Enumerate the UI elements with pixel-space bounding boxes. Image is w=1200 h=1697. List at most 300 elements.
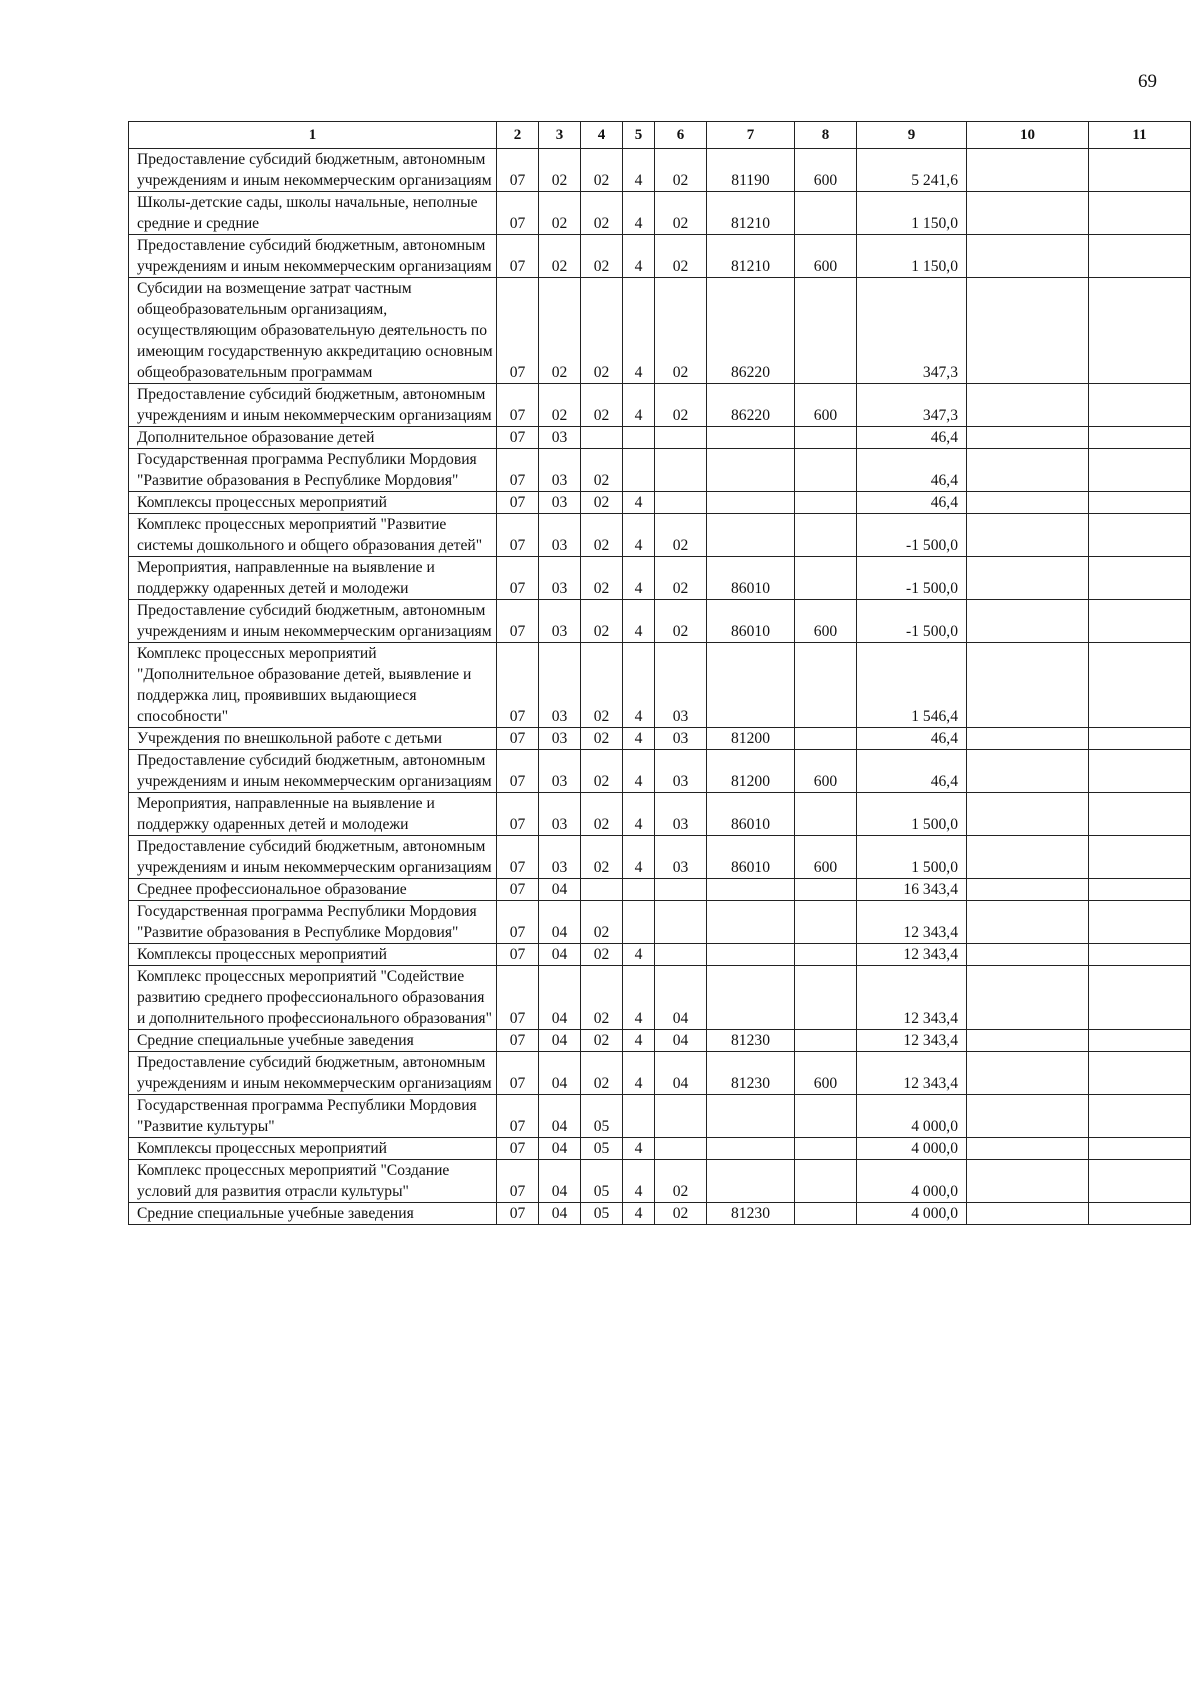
item-name-cell: Учреждения по внешкольной работе с детьми [129, 728, 497, 750]
item-name-cell: Комплекс процессных мероприятий "Дополнительное образование детей, выявление и поддержка лиц, проявивших выдающиеся способности" [129, 643, 497, 728]
column-header: 6 [655, 122, 707, 149]
subsection-code-cell: 04 [539, 966, 581, 1030]
column-10-cell [967, 278, 1089, 384]
amount-cell: 16 343,4 [857, 879, 967, 901]
table-row [129, 944, 1191, 966]
program-code-cell [581, 879, 623, 901]
table-row [129, 557, 1191, 600]
amount-cell: 4 000,0 [857, 1095, 967, 1138]
amount-cell: -1 500,0 [857, 557, 967, 600]
expense-type-cell: 600 [795, 149, 857, 192]
column-11-cell [1089, 643, 1191, 728]
expense-type-cell [795, 192, 857, 235]
direction-code-cell [707, 901, 795, 944]
subprogram-code-cell: 4 [623, 966, 655, 1030]
subprogram-code-cell: 4 [623, 643, 655, 728]
header-row [129, 122, 1191, 149]
column-11-cell [1089, 278, 1191, 384]
subsection-code-cell: 03 [539, 514, 581, 557]
expense-type-cell [795, 643, 857, 728]
table-body [129, 149, 1191, 1225]
subprogram-code-cell: 4 [623, 235, 655, 278]
column-10-cell [967, 600, 1089, 643]
expense-type-cell [795, 1030, 857, 1052]
amount-cell: 1 150,0 [857, 235, 967, 278]
direction-code-cell: 86010 [707, 793, 795, 836]
table-row [129, 879, 1191, 901]
table-row [129, 1095, 1191, 1138]
expense-type-cell: 600 [795, 384, 857, 427]
program-code-cell [581, 427, 623, 449]
direction-code-cell: 86220 [707, 278, 795, 384]
section-code-cell: 07 [497, 901, 539, 944]
activity-code-cell: 02 [655, 384, 707, 427]
activity-code-cell: 04 [655, 1052, 707, 1095]
amount-cell: 4 000,0 [857, 1203, 967, 1225]
column-11-cell [1089, 966, 1191, 1030]
expense-type-cell [795, 1138, 857, 1160]
subprogram-code-cell: 4 [623, 793, 655, 836]
item-name-cell: Комплекс процессных мероприятий "Создание условий для развития отрасли культуры" [129, 1160, 497, 1203]
column-10-cell [967, 514, 1089, 557]
section-code-cell: 07 [497, 427, 539, 449]
direction-code-cell [707, 1160, 795, 1203]
section-code-cell: 07 [497, 1095, 539, 1138]
column-11-cell [1089, 449, 1191, 492]
column-10-cell [967, 944, 1089, 966]
activity-code-cell [655, 427, 707, 449]
section-code-cell: 07 [497, 728, 539, 750]
direction-code-cell: 81230 [707, 1052, 795, 1095]
amount-cell: 1 150,0 [857, 192, 967, 235]
column-10-cell [967, 793, 1089, 836]
subsection-code-cell: 02 [539, 235, 581, 278]
item-name-cell: Предоставление субсидий бюджетным, автономным учреждениям и иным некоммерческим организациям [129, 384, 497, 427]
subsection-code-cell: 03 [539, 643, 581, 728]
section-code-cell: 07 [497, 750, 539, 793]
activity-code-cell: 02 [655, 192, 707, 235]
amount-cell: 1 546,4 [857, 643, 967, 728]
item-name-cell: Комплекс процессных мероприятий "Развитие системы дошкольного и общего образования детей" [129, 514, 497, 557]
section-code-cell: 07 [497, 1160, 539, 1203]
column-header: 4 [581, 122, 623, 149]
item-name-cell: Школы-детские сады, школы начальные, неполные средние и средние [129, 192, 497, 235]
subsection-code-cell: 04 [539, 1095, 581, 1138]
subsection-code-cell: 04 [539, 1052, 581, 1095]
subprogram-code-cell [623, 449, 655, 492]
item-name-cell: Комплекс процессных мероприятий "Содействие развитию среднего профессионального образования и дополнительного профессионального образования" [129, 966, 497, 1030]
subprogram-code-cell: 4 [623, 492, 655, 514]
column-10-cell [967, 643, 1089, 728]
table-row [129, 384, 1191, 427]
table-row [129, 449, 1191, 492]
amount-cell: 46,4 [857, 750, 967, 793]
column-10-cell [967, 384, 1089, 427]
program-code-cell: 02 [581, 235, 623, 278]
column-10-cell [967, 728, 1089, 750]
table-row [129, 966, 1191, 1030]
column-header: 2 [497, 122, 539, 149]
expense-type-cell: 600 [795, 750, 857, 793]
item-name-cell: Предоставление субсидий бюджетным, автономным учреждениям и иным некоммерческим организациям [129, 149, 497, 192]
column-11-cell [1089, 149, 1191, 192]
direction-code-cell [707, 966, 795, 1030]
activity-code-cell [655, 1138, 707, 1160]
column-11-cell [1089, 384, 1191, 427]
column-10-cell [967, 149, 1089, 192]
section-code-cell: 07 [497, 643, 539, 728]
table-row [129, 836, 1191, 879]
expense-type-cell [795, 1203, 857, 1225]
amount-cell: 12 343,4 [857, 944, 967, 966]
direction-code-cell: 86010 [707, 557, 795, 600]
amount-cell: 347,3 [857, 278, 967, 384]
column-11-cell [1089, 750, 1191, 793]
column-11-cell [1089, 793, 1191, 836]
column-10-cell [967, 879, 1089, 901]
direction-code-cell [707, 492, 795, 514]
column-11-cell [1089, 235, 1191, 278]
item-name-cell: Предоставление субсидий бюджетным, автономным учреждениям и иным некоммерческим организациям [129, 235, 497, 278]
program-code-cell: 05 [581, 1095, 623, 1138]
subsection-code-cell: 04 [539, 1138, 581, 1160]
expense-type-cell [795, 793, 857, 836]
direction-code-cell [707, 1138, 795, 1160]
subsection-code-cell: 03 [539, 449, 581, 492]
amount-cell: 12 343,4 [857, 901, 967, 944]
subprogram-code-cell: 4 [623, 1203, 655, 1225]
item-name-cell: Среднее профессиональное образование [129, 879, 497, 901]
column-11-cell [1089, 1052, 1191, 1095]
activity-code-cell: 02 [655, 235, 707, 278]
direction-code-cell: 81190 [707, 149, 795, 192]
subsection-code-cell: 02 [539, 384, 581, 427]
amount-cell: 1 500,0 [857, 793, 967, 836]
subprogram-code-cell: 4 [623, 750, 655, 793]
amount-cell: 1 500,0 [857, 836, 967, 879]
table-row [129, 278, 1191, 384]
subprogram-code-cell: 4 [623, 278, 655, 384]
item-name-cell: Государственная программа Республики Мордовия "Развитие культуры" [129, 1095, 497, 1138]
subprogram-code-cell: 4 [623, 1160, 655, 1203]
section-code-cell: 07 [497, 235, 539, 278]
section-code-cell: 07 [497, 600, 539, 643]
activity-code-cell: 03 [655, 728, 707, 750]
expense-type-cell: 600 [795, 600, 857, 643]
column-10-cell [967, 966, 1089, 1030]
program-code-cell: 05 [581, 1203, 623, 1225]
expense-type-cell: 600 [795, 836, 857, 879]
table-row [129, 1138, 1191, 1160]
column-11-cell [1089, 1203, 1191, 1225]
expense-type-cell [795, 514, 857, 557]
column-10-cell [967, 750, 1089, 793]
column-header: 10 [967, 122, 1089, 149]
program-code-cell: 02 [581, 643, 623, 728]
subsection-code-cell: 04 [539, 944, 581, 966]
expense-type-cell [795, 901, 857, 944]
direction-code-cell: 81230 [707, 1203, 795, 1225]
item-name-cell: Комплексы процессных мероприятий [129, 944, 497, 966]
subprogram-code-cell: 4 [623, 944, 655, 966]
program-code-cell: 02 [581, 1052, 623, 1095]
direction-code-cell: 86010 [707, 836, 795, 879]
expense-type-cell: 600 [795, 235, 857, 278]
subprogram-code-cell [623, 901, 655, 944]
expense-type-cell [795, 944, 857, 966]
section-code-cell: 07 [497, 278, 539, 384]
expense-type-cell [795, 1095, 857, 1138]
column-10-cell [967, 235, 1089, 278]
page-number: 69 [1138, 71, 1157, 92]
column-11-cell [1089, 1095, 1191, 1138]
subsection-code-cell: 03 [539, 492, 581, 514]
column-10-cell [967, 901, 1089, 944]
item-name-cell: Средние специальные учебные заведения [129, 1203, 497, 1225]
subprogram-code-cell: 4 [623, 557, 655, 600]
subsection-code-cell: 02 [539, 192, 581, 235]
column-header: 8 [795, 122, 857, 149]
direction-code-cell [707, 514, 795, 557]
amount-cell: 46,4 [857, 492, 967, 514]
program-code-cell: 02 [581, 600, 623, 643]
amount-cell: 347,3 [857, 384, 967, 427]
program-code-cell: 02 [581, 728, 623, 750]
expense-type-cell [795, 879, 857, 901]
direction-code-cell: 81230 [707, 1030, 795, 1052]
amount-cell: -1 500,0 [857, 514, 967, 557]
direction-code-cell [707, 643, 795, 728]
column-header: 7 [707, 122, 795, 149]
activity-code-cell [655, 492, 707, 514]
item-name-cell: Предоставление субсидий бюджетным, автономным учреждениям и иным некоммерческим организациям [129, 600, 497, 643]
program-code-cell: 02 [581, 384, 623, 427]
subprogram-code-cell: 4 [623, 836, 655, 879]
subsection-code-cell: 02 [539, 149, 581, 192]
column-header: 9 [857, 122, 967, 149]
subsection-code-cell: 04 [539, 1203, 581, 1225]
table-row [129, 235, 1191, 278]
table-row [129, 427, 1191, 449]
section-code-cell: 07 [497, 879, 539, 901]
item-name-cell: Государственная программа Республики Мордовия "Развитие образования в Республике Мордовия" [129, 449, 497, 492]
subprogram-code-cell: 4 [623, 600, 655, 643]
item-name-cell: Мероприятия, направленные на выявление и поддержку одаренных детей и молодежи [129, 557, 497, 600]
program-code-cell: 02 [581, 149, 623, 192]
activity-code-cell [655, 449, 707, 492]
table-row [129, 1052, 1191, 1095]
column-11-cell [1089, 836, 1191, 879]
column-10-cell [967, 449, 1089, 492]
activity-code-cell: 02 [655, 600, 707, 643]
table-row [129, 728, 1191, 750]
subsection-code-cell: 04 [539, 1160, 581, 1203]
subprogram-code-cell [623, 427, 655, 449]
subsection-code-cell: 03 [539, 793, 581, 836]
column-header: 5 [623, 122, 655, 149]
table-row [129, 643, 1191, 728]
section-code-cell: 07 [497, 793, 539, 836]
activity-code-cell: 03 [655, 793, 707, 836]
column-10-cell [967, 1138, 1089, 1160]
expense-type-cell [795, 557, 857, 600]
program-code-cell: 02 [581, 492, 623, 514]
program-code-cell: 02 [581, 192, 623, 235]
expense-type-cell [795, 728, 857, 750]
section-code-cell: 07 [497, 514, 539, 557]
subsection-code-cell: 04 [539, 879, 581, 901]
subprogram-code-cell: 4 [623, 1030, 655, 1052]
subprogram-code-cell: 4 [623, 728, 655, 750]
direction-code-cell: 81210 [707, 192, 795, 235]
program-code-cell: 02 [581, 278, 623, 384]
activity-code-cell: 04 [655, 966, 707, 1030]
subprogram-code-cell [623, 1095, 655, 1138]
program-code-cell: 05 [581, 1138, 623, 1160]
table-row [129, 901, 1191, 944]
table-row [129, 600, 1191, 643]
section-code-cell: 07 [497, 192, 539, 235]
table-row [129, 492, 1191, 514]
section-code-cell: 07 [497, 966, 539, 1030]
column-10-cell [967, 1052, 1089, 1095]
table-row [129, 1030, 1191, 1052]
direction-code-cell [707, 427, 795, 449]
activity-code-cell [655, 879, 707, 901]
column-10-cell [967, 1160, 1089, 1203]
expense-type-cell [795, 427, 857, 449]
subprogram-code-cell: 4 [623, 384, 655, 427]
column-10-cell [967, 1095, 1089, 1138]
direction-code-cell [707, 879, 795, 901]
column-11-cell [1089, 879, 1191, 901]
item-name-cell: Предоставление субсидий бюджетным, автономным учреждениям и иным некоммерческим организациям [129, 750, 497, 793]
section-code-cell: 07 [497, 1052, 539, 1095]
program-code-cell: 05 [581, 1160, 623, 1203]
column-11-cell [1089, 728, 1191, 750]
column-10-cell [967, 492, 1089, 514]
direction-code-cell: 81210 [707, 235, 795, 278]
direction-code-cell: 81200 [707, 728, 795, 750]
subsection-code-cell: 03 [539, 836, 581, 879]
item-name-cell: Дополнительное образование детей [129, 427, 497, 449]
column-11-cell [1089, 1030, 1191, 1052]
subprogram-code-cell: 4 [623, 192, 655, 235]
program-code-cell: 02 [581, 750, 623, 793]
program-code-cell: 02 [581, 793, 623, 836]
item-name-cell: Комплексы процессных мероприятий [129, 492, 497, 514]
section-code-cell: 07 [497, 384, 539, 427]
activity-code-cell: 02 [655, 1203, 707, 1225]
item-name-cell: Субсидии на возмещение затрат частным общеобразовательным организациям, осуществляющим образовательную деятельность по имеющим государственную аккредитацию основным общеобразовательным программам [129, 278, 497, 384]
table-row [129, 192, 1191, 235]
column-10-cell [967, 836, 1089, 879]
column-11-cell [1089, 1160, 1191, 1203]
activity-code-cell: 03 [655, 836, 707, 879]
activity-code-cell: 02 [655, 557, 707, 600]
column-header: 3 [539, 122, 581, 149]
budget-table [128, 121, 1191, 1225]
table-row [129, 514, 1191, 557]
section-code-cell: 07 [497, 944, 539, 966]
table-row [129, 149, 1191, 192]
subsection-code-cell: 04 [539, 1030, 581, 1052]
column-11-cell [1089, 192, 1191, 235]
subprogram-code-cell: 4 [623, 149, 655, 192]
expense-type-cell [795, 1160, 857, 1203]
program-code-cell: 02 [581, 944, 623, 966]
activity-code-cell: 02 [655, 514, 707, 557]
expense-type-cell [795, 492, 857, 514]
column-10-cell [967, 1030, 1089, 1052]
section-code-cell: 07 [497, 557, 539, 600]
activity-code-cell: 03 [655, 750, 707, 793]
activity-code-cell: 04 [655, 1030, 707, 1052]
amount-cell: 4 000,0 [857, 1138, 967, 1160]
column-header: 11 [1089, 122, 1191, 149]
amount-cell: 12 343,4 [857, 1052, 967, 1095]
expense-type-cell [795, 449, 857, 492]
activity-code-cell: 02 [655, 149, 707, 192]
column-11-cell [1089, 600, 1191, 643]
subsection-code-cell: 03 [539, 750, 581, 793]
amount-cell: 12 343,4 [857, 966, 967, 1030]
column-11-cell [1089, 492, 1191, 514]
program-code-cell: 02 [581, 557, 623, 600]
expense-type-cell [795, 966, 857, 1030]
section-code-cell: 07 [497, 1138, 539, 1160]
program-code-cell: 02 [581, 449, 623, 492]
column-10-cell [967, 1203, 1089, 1225]
section-code-cell: 07 [497, 1203, 539, 1225]
item-name-cell: Предоставление субсидий бюджетным, автономным учреждениям и иным некоммерческим организациям [129, 836, 497, 879]
direction-code-cell [707, 944, 795, 966]
amount-cell: 46,4 [857, 728, 967, 750]
program-code-cell: 02 [581, 901, 623, 944]
table-row [129, 1160, 1191, 1203]
amount-cell: 5 241,6 [857, 149, 967, 192]
column-header: 1 [129, 122, 497, 149]
table-row [129, 750, 1191, 793]
item-name-cell: Государственная программа Республики Мордовия "Развитие образования в Республике Мордовия" [129, 901, 497, 944]
item-name-cell: Мероприятия, направленные на выявление и поддержку одаренных детей и молодежи [129, 793, 497, 836]
direction-code-cell: 86010 [707, 600, 795, 643]
item-name-cell: Предоставление субсидий бюджетным, автономным учреждениям и иным некоммерческим организациям [129, 1052, 497, 1095]
section-code-cell: 07 [497, 492, 539, 514]
activity-code-cell: 02 [655, 278, 707, 384]
direction-code-cell: 81200 [707, 750, 795, 793]
subprogram-code-cell [623, 879, 655, 901]
program-code-cell: 02 [581, 1030, 623, 1052]
subprogram-code-cell: 4 [623, 1052, 655, 1095]
amount-cell: 46,4 [857, 449, 967, 492]
column-11-cell [1089, 514, 1191, 557]
subsection-code-cell: 03 [539, 600, 581, 643]
direction-code-cell [707, 1095, 795, 1138]
table-row [129, 793, 1191, 836]
activity-code-cell [655, 901, 707, 944]
activity-code-cell [655, 1095, 707, 1138]
amount-cell: 46,4 [857, 427, 967, 449]
amount-cell: -1 500,0 [857, 600, 967, 643]
column-10-cell [967, 192, 1089, 235]
section-code-cell: 07 [497, 449, 539, 492]
direction-code-cell: 86220 [707, 384, 795, 427]
subsection-code-cell: 03 [539, 557, 581, 600]
activity-code-cell [655, 944, 707, 966]
subsection-code-cell: 03 [539, 728, 581, 750]
subsection-code-cell: 04 [539, 901, 581, 944]
